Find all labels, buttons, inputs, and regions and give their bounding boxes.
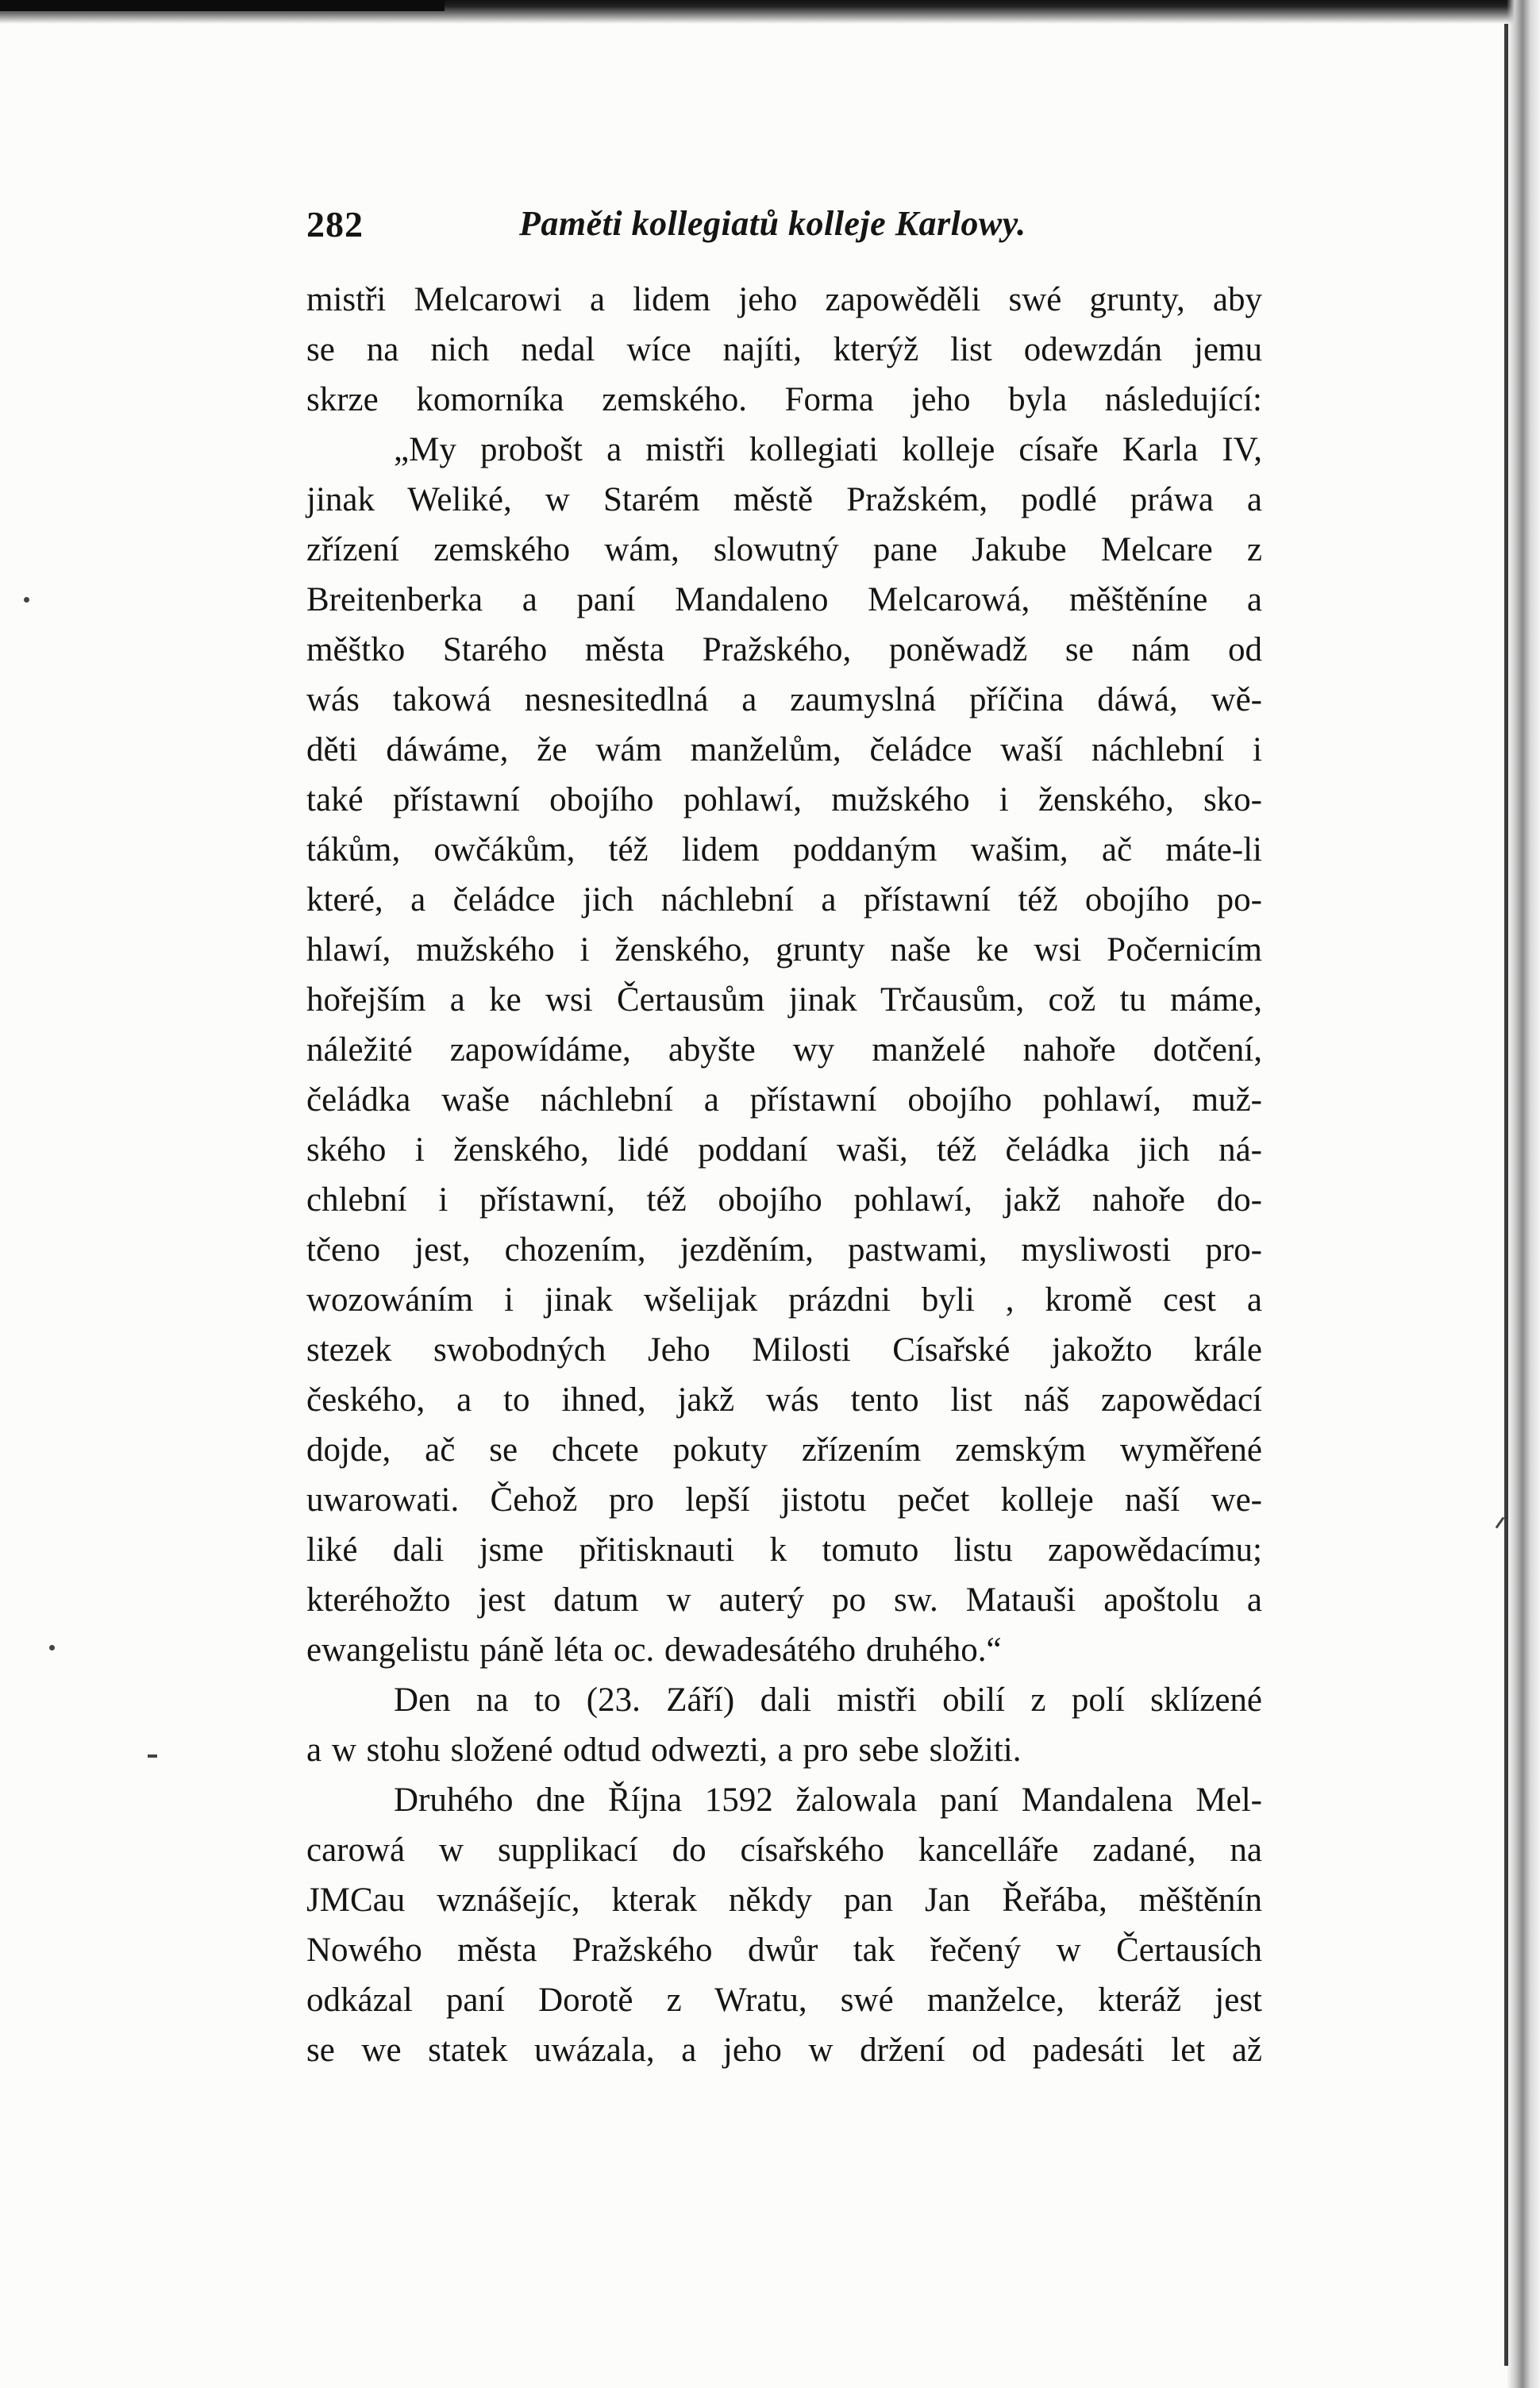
text-line: Druhého dne Října 1592 žalowala paní Mandalena Mel- xyxy=(394,1781,1262,1819)
text-line: „My probošt a mistři kollegiati kolleje císaře Karla IV, xyxy=(394,431,1262,468)
text-line: se we statek uwázala, a jeho w držení od padesáti let až xyxy=(306,2032,1262,2069)
text-line: zřízení zemského wám, slowutný pane Jakube Melcare z xyxy=(306,531,1262,568)
text-line: skrze komorníka zemského. Forma jeho byla následující: xyxy=(306,381,1262,418)
scan-speck xyxy=(49,1645,55,1650)
scan-right-shadow xyxy=(1507,0,1540,2388)
text-line: hlawí, mužského i ženského, grunty naše ke wsi Počernicím xyxy=(306,931,1262,969)
paragraph-1 xyxy=(306,275,1262,425)
text-line: wás takowá nesnesitedlná a zaumyslná příčina dáwá, wě- xyxy=(306,681,1262,718)
text-line: JMCau wznášejíc, kterak někdy pan Jan Řeřába, měštěnín xyxy=(306,1882,1262,1919)
running-head xyxy=(306,187,1262,275)
text-line: odkázal paní Dorotě z Wratu, swé manželce, kteráž jest xyxy=(306,1982,1262,2019)
scan-speck xyxy=(148,1754,157,1758)
text-line: děti dáwáme, že wám manželům, čeládce waší náchlební i xyxy=(306,731,1262,768)
text-line: ského i ženského, lidé poddaní waši, též čeládka jich ná- xyxy=(306,1131,1262,1169)
text-line: které, a čeládce jich náchlební a přístawní též obojího po- xyxy=(306,881,1262,919)
text-line: tákům, owčákům, též lidem poddaným wašim, ač máte-li xyxy=(306,831,1262,869)
text-line: kteréhožto jest datum w auterý po sw. Matauši apoštolu a xyxy=(306,1581,1262,1619)
text-line: se na nich nedal wíce najíti, kterýž list odewzdán jemu xyxy=(306,331,1262,368)
paragraph-4 xyxy=(306,1775,1262,2075)
running-head-title: Paměti kollegiatů kolleje Karlowy. xyxy=(519,204,1026,243)
text-line: měštko Starého města Pražského, poněwadž se nám od xyxy=(306,631,1262,668)
page-text-block xyxy=(306,187,1262,2075)
text-line: chlební i přístawní, též obojího pohlawí, jakž nahoře do- xyxy=(306,1181,1262,1219)
paragraph-2-quoted-letter xyxy=(306,425,1262,1675)
text-line: ewangelistu páně léta oc. dewadesátého druhého.“ xyxy=(306,1631,1002,1669)
scan-speck xyxy=(24,597,29,603)
text-line: tčeno jest, chozením, jezděním, pastwami, mysliwosti pro- xyxy=(306,1231,1262,1269)
text-line: a w stohu složené odtud odwezti, a pro sebe složiti. xyxy=(306,1731,1022,1769)
text-line: jinak Weliké, w Starém městě Pražském, podlé práwa a xyxy=(306,481,1262,518)
text-line: také přístawní obojího pohlawí, mužského i ženského, sko- xyxy=(306,781,1262,818)
text-line: českého, a to ihned, jakž wás tento list náš zapowědací xyxy=(306,1381,1262,1419)
scan-top-border xyxy=(0,0,445,11)
text-line: Nowého města Pražského dwůr tak řečený w Čertausích xyxy=(306,1932,1262,1969)
text-line: čeládka waše náchlební a přístawní obojího pohlawí, muž- xyxy=(306,1081,1262,1119)
text-line: hořejším a ke wsi Čertausům jinak Trčausům, což tu máme, xyxy=(306,981,1262,1019)
text-line: Den na to (23. Září) dali mistři obilí z polí sklízené xyxy=(394,1681,1262,1719)
text-line: stezek swobodných Jeho Milosti Císařské jakožto krále xyxy=(306,1331,1262,1369)
paragraph-3 xyxy=(306,1675,1262,1775)
page-number: 282 xyxy=(306,204,364,245)
text-line: wozowáním i jinak wšelijak prázdni byli , kromě cest a xyxy=(306,1281,1262,1319)
text-line: mistři Melcarowi a lidem jeho zapowěděli swé grunty, aby xyxy=(306,281,1262,318)
text-line: dojde, ač se chcete pokuty zřízením zemským wyměřené xyxy=(306,1431,1262,1469)
text-line: náležité zapowídáme, abyšte wy manželé nahoře dotčení, xyxy=(306,1031,1262,1069)
text-line: Breitenberka a paní Mandaleno Melcarowá, měštěníne a xyxy=(306,581,1262,618)
text-line: liké dali jsme přitisknauti k tomuto listu zapowědacímu; xyxy=(306,1531,1262,1569)
text-line: uwarowati. Čehož pro lepší jistotu pečet kolleje naší we- xyxy=(306,1481,1262,1519)
scan-right-border-line xyxy=(1504,24,1508,2366)
text-line: carowá w supplikací do císařského kancelláře zadané, na xyxy=(306,1831,1262,1869)
scan-speck xyxy=(1496,1517,1505,1529)
